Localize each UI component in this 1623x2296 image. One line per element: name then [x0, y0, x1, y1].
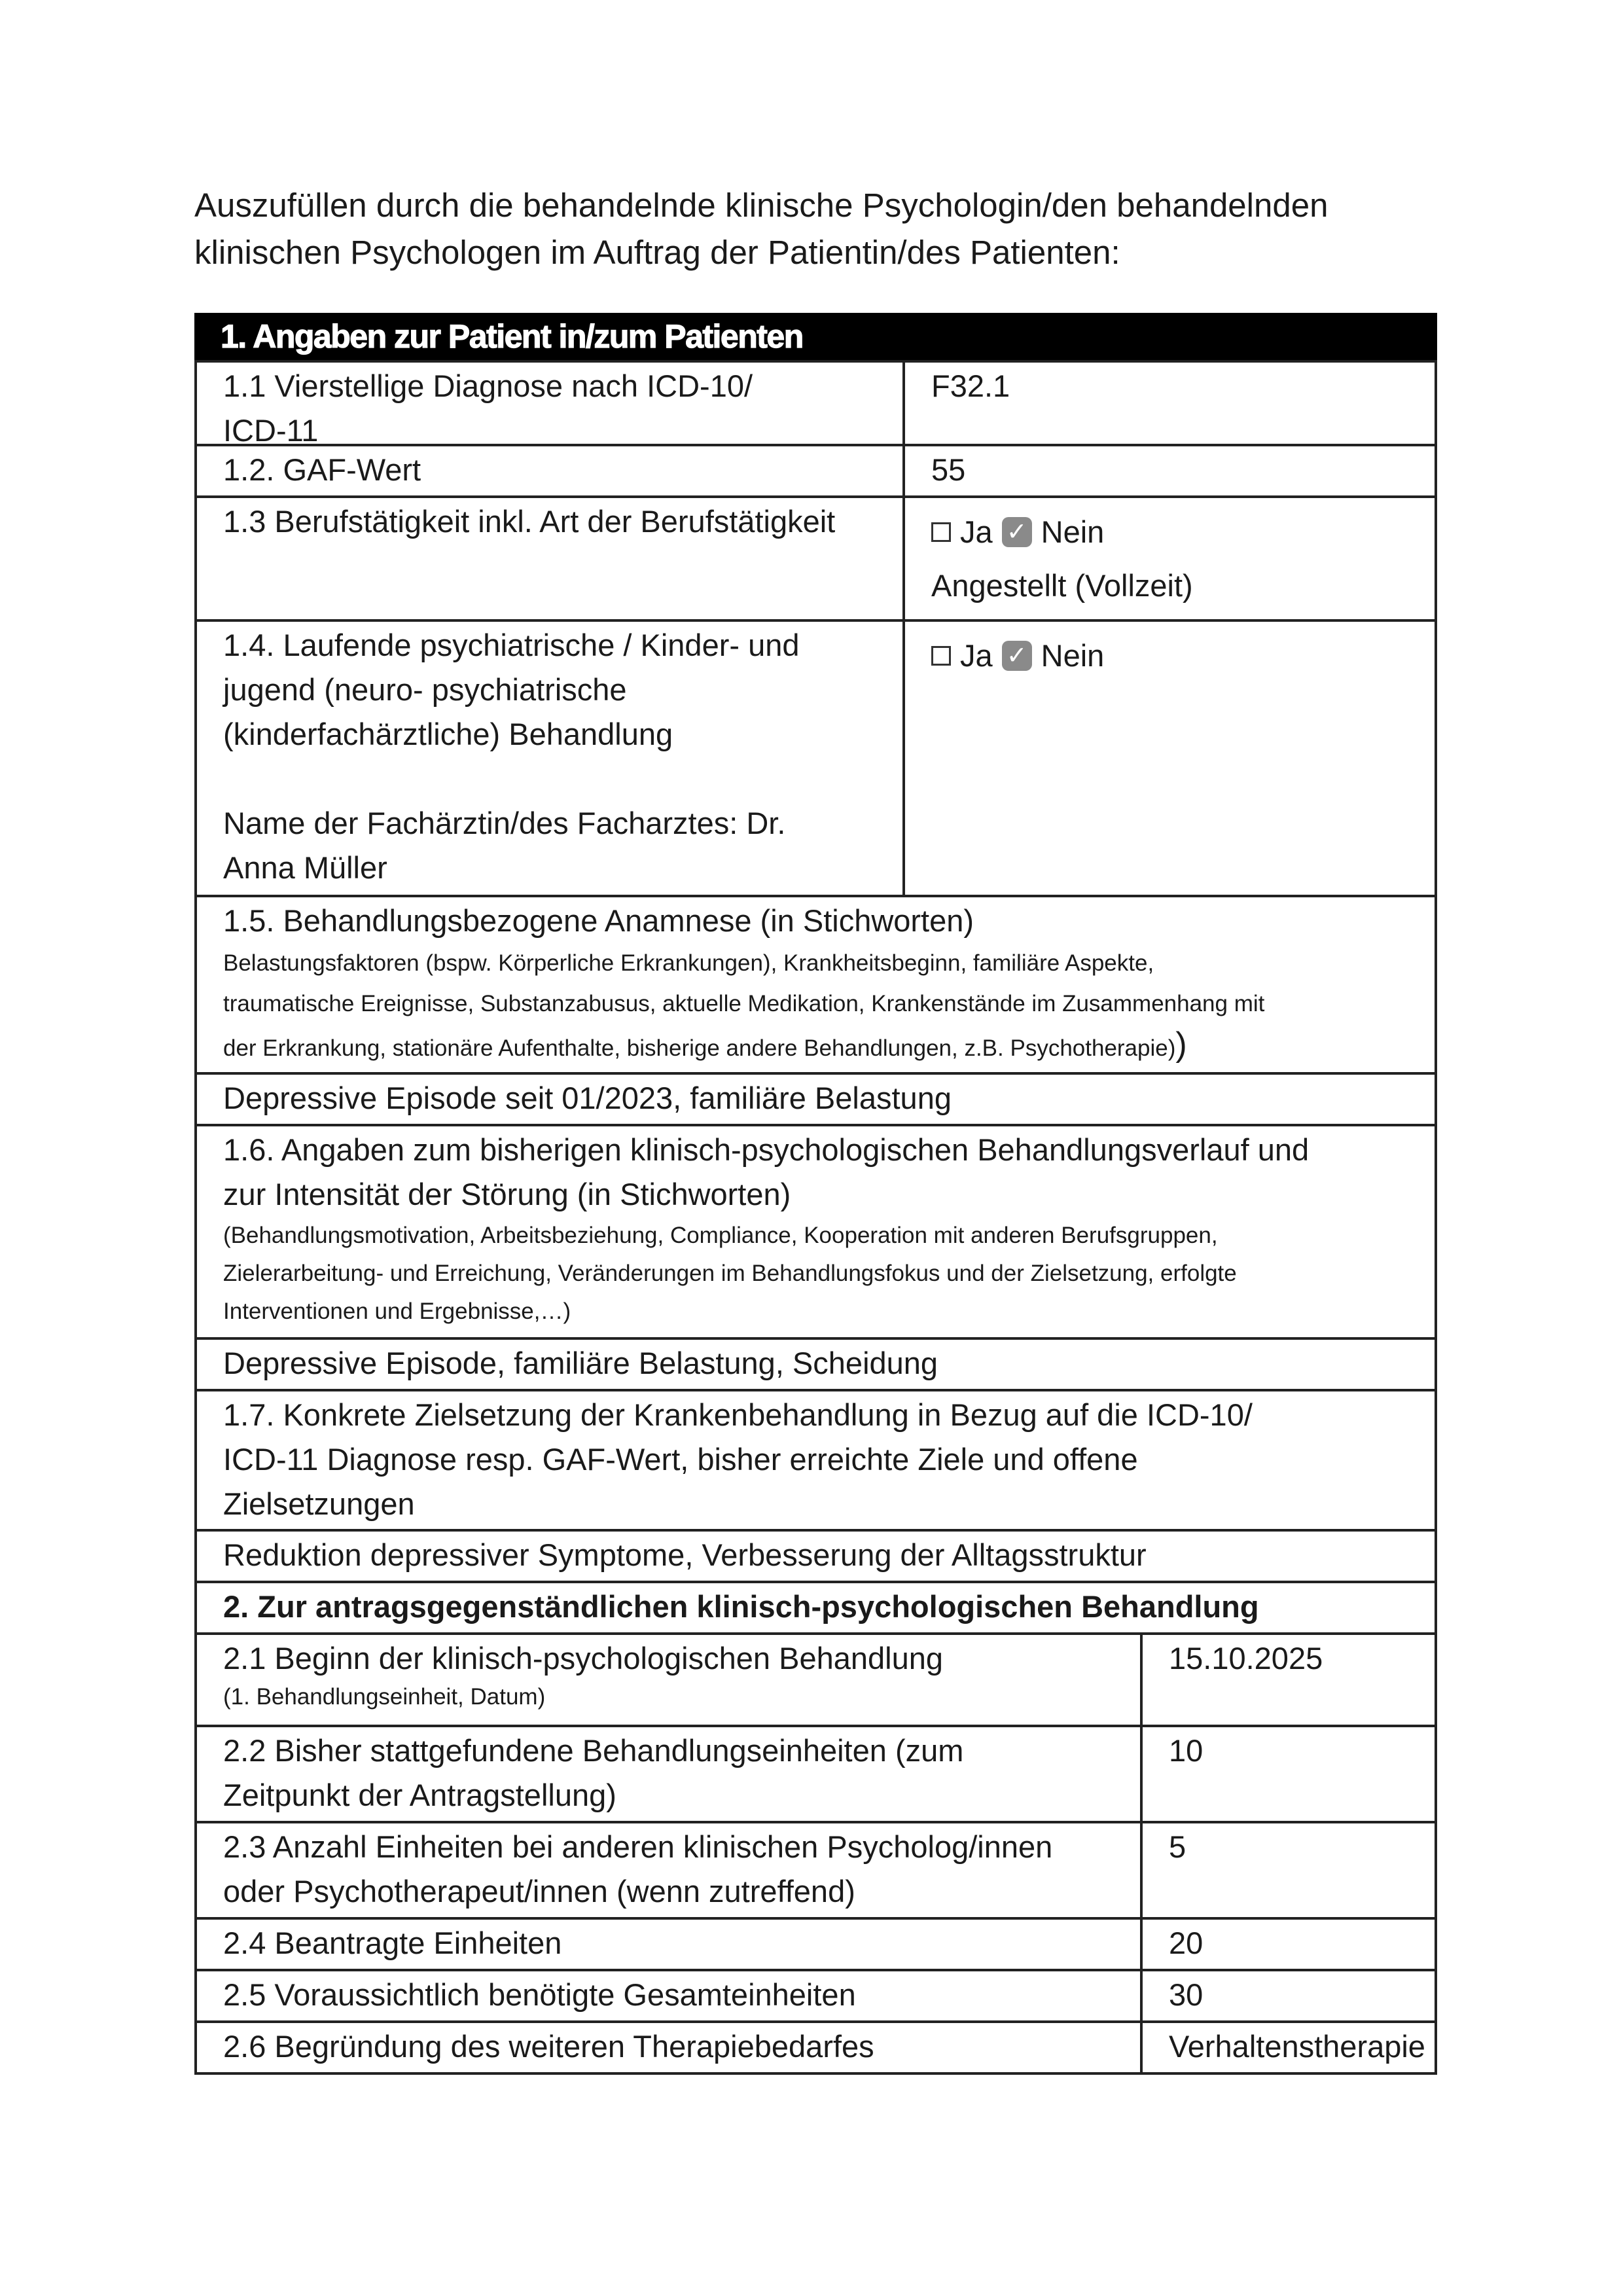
- justification-label: 2.6 Begründung des weiteren Therapiebedarfes: [223, 2029, 874, 2064]
- start-date: 15.10.2025: [1169, 1641, 1323, 1676]
- anamnesis-hint-line-1: Belastungsfaktoren (bspw. Körperliche Erkrankungen), Krankheitsbeginn, familiäre Aspekte,: [223, 950, 1154, 976]
- intro-line-2: klinischen Psychologen im Auftrag der Patientin/des Patienten:: [194, 234, 1120, 271]
- anamnesis-hint-line-3: [223, 1024, 1411, 1069]
- diagnosis-label-line-2: ICD-11: [223, 413, 319, 446]
- psychiatric-label-line-3: (kinderfachärztliche) Behandlung: [223, 717, 673, 751]
- psychiatric-label-line-2: jugend (neuro- psychiatrische: [223, 672, 627, 707]
- row-1-3-label: [194, 495, 905, 622]
- gaf-value[interactable]: [902, 444, 1437, 498]
- start-label: 2.1 Beginn der klinisch-psychologischen Behandlung: [223, 1641, 944, 1676]
- row-1-5-title: [194, 895, 1437, 1075]
- row-2-2-label: [194, 1725, 1143, 1823]
- employment-label: 1.3 Berufstätigkeit inkl. Art der Berufstätigkeit: [223, 504, 836, 539]
- anamnesis-hint-paren: ): [1175, 1026, 1187, 1064]
- psychiatric-no-label: Nein: [1041, 638, 1105, 673]
- start-hint: (1. Behandlungseinheit, Datum): [223, 1684, 546, 1710]
- psychiatric-label-line-1: 1.4. Laufende psychiatrische / Kinder- und: [223, 628, 800, 662]
- intro-line-1: Auszufüllen durch die behandelnde klinische Psychologin/den behandelnden: [194, 187, 1329, 224]
- psychiatric-value: [902, 619, 1437, 897]
- goals-value[interactable]: [194, 1529, 1437, 1583]
- anamnesis-value[interactable]: [194, 1072, 1437, 1126]
- gaf-label: 1.2. GAF-Wert: [223, 452, 421, 487]
- gaf-number: 55: [931, 452, 966, 487]
- diagnosis-label-line-1: 1.1 Vierstellige Diagnose nach ICD-10/: [223, 368, 753, 403]
- goals-text: Reduktion depressiver Symptome, Verbesserung der Alltagsstruktur: [223, 1537, 1147, 1572]
- anamnesis-hint-line-2: traumatische Ereignisse, Substanzabusus, aktuelle Medikation, Krankenstände im Zusammenhang mit: [223, 991, 1265, 1016]
- total-sessions-label: 2.5 Voraussichtlich benötigte Gesamteinheiten: [223, 1977, 856, 2012]
- start-date-value[interactable]: [1140, 1632, 1437, 1727]
- requested-sessions-value[interactable]: [1140, 1917, 1437, 1971]
- employment-no-label: Nein: [1041, 514, 1105, 549]
- other-sessions-value[interactable]: [1140, 1821, 1437, 1920]
- justification-text: Verhaltenstherapie: [1169, 2029, 1425, 2064]
- course-value[interactable]: [194, 1337, 1437, 1391]
- row-1-7-title: [194, 1389, 1437, 1532]
- total-sessions-number: 30: [1169, 1977, 1204, 2012]
- course-hint-line-3: Interventionen und Ergebnisse,…): [223, 1299, 571, 1324]
- course-text: Depressive Episode, familiäre Belastung, Scheidung: [223, 1346, 938, 1380]
- row-2-3-label: [194, 1821, 1143, 1920]
- employment-checkbox-row: [931, 510, 1411, 554]
- sessions-done-number: 10: [1169, 1733, 1204, 1768]
- sessions-done-label-line-2: Zeitpunkt der Antragstellung): [223, 1778, 616, 1812]
- requested-sessions-label: 2.4 Beantragte Einheiten: [223, 1926, 562, 1960]
- psychiatric-yes-label: Ja: [960, 638, 993, 673]
- row-1-2-label: [194, 444, 905, 498]
- course-hint-line-2: Zielerarbeitung- und Erreichung, Veränderungen im Behandlungsfokus und der Zielsetzung, erfolgte: [223, 1261, 1237, 1286]
- checkbox-checked-icon[interactable]: ✓: [1002, 641, 1032, 671]
- goals-title-line-3: Zielsetzungen: [223, 1486, 415, 1521]
- sessions-done-value[interactable]: [1140, 1725, 1437, 1823]
- spacer: [223, 757, 879, 801]
- diagnosis-code: F32.1: [931, 368, 1010, 403]
- diagnosis-value[interactable]: [902, 360, 1437, 446]
- psychiatric-checkbox-row: [931, 634, 1411, 678]
- row-1-4-label: [194, 619, 905, 897]
- anamnesis-hint-line-3-text: der Erkrankung, stationäre Aufenthalte, bisherige andere Behandlungen, z.B. Psychotherapie): [223, 1035, 1176, 1061]
- employment-value: [902, 495, 1437, 622]
- row-2-5-label: [194, 1969, 1143, 2023]
- total-sessions-value[interactable]: [1140, 1969, 1437, 2023]
- checkbox-empty-icon[interactable]: [931, 646, 951, 666]
- anamnesis-text: Depressive Episode seit 01/2023, familiäre Belastung: [223, 1081, 952, 1115]
- course-hint-line-1: (Behandlungsmotivation, Arbeitsbeziehung, Compliance, Kooperation mit anderen Berufsgruppen,: [223, 1223, 1218, 1248]
- row-2-6-label: [194, 2020, 1143, 2075]
- intro-text: [194, 182, 1438, 276]
- section-2-title: 2. Zur antragsgegenständlichen klinisch-psychologischen Behandlung: [223, 1589, 1259, 1624]
- checkbox-checked-icon[interactable]: ✓: [1002, 517, 1032, 547]
- row-1-6-title: [194, 1124, 1437, 1340]
- justification-value[interactable]: [1140, 2020, 1437, 2075]
- other-sessions-number: 5: [1169, 1829, 1186, 1864]
- course-title-line-2: zur Intensität der Störung (in Stichworten): [223, 1177, 791, 1211]
- section-2-header: [194, 1581, 1437, 1635]
- employment-detail: Angestellt (Vollzeit): [931, 568, 1193, 603]
- goals-title-line-2: ICD-11 Diagnose resp. GAF-Wert, bisher erreichte Ziele und offene: [223, 1442, 1138, 1477]
- row-2-1-label: [194, 1632, 1143, 1727]
- specialist-name-line-2: Anna Müller: [223, 850, 387, 885]
- anamnesis-title: 1.5. Behandlungsbezogene Anamnese (in Stichworten): [223, 903, 974, 938]
- goals-title-line-1: 1.7. Konkrete Zielsetzung der Krankenbehandlung in Bezug auf die ICD-10/: [223, 1397, 1253, 1432]
- requested-sessions-number: 20: [1169, 1926, 1204, 1960]
- specialist-name-line-1: Name der Fachärztin/des Facharztes: Dr.: [223, 806, 786, 840]
- employment-yes-label: Ja: [960, 514, 993, 549]
- section-1-header: 1. Angaben zur Patient in/zum Patienten: [194, 313, 1437, 360]
- row-2-4-label: [194, 1917, 1143, 1971]
- course-title-line-1: 1.6. Angaben zum bisherigen klinisch-psychologischen Behandlungsverlauf und: [223, 1132, 1310, 1167]
- row-1-1-label: [194, 360, 905, 446]
- sessions-done-label-line-1: 2.2 Bisher stattgefundene Behandlungseinheiten (zum: [223, 1733, 964, 1768]
- other-sessions-label-line-1: 2.3 Anzahl Einheiten bei anderen klinischen Psycholog/innen: [223, 1829, 1053, 1864]
- other-sessions-label-line-2: oder Psychotherapeut/innen (wenn zutreffend): [223, 1874, 855, 1909]
- checkbox-empty-icon[interactable]: [931, 522, 951, 542]
